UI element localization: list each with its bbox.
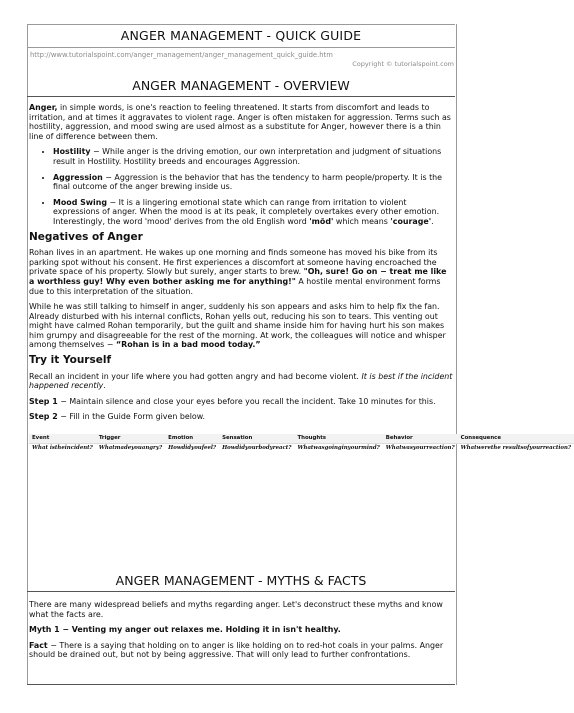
overview-section-title: ANGER MANAGEMENT - OVERVIEW [27, 76, 455, 97]
myths-intro: There are many widespread beliefs and myths regarding anger. Let's deconstruct these myths and know what the facts are. [29, 600, 443, 619]
guide-form-prompt: Howdidyourbodyreact? [222, 445, 292, 452]
myths-section-title: ANGER MANAGEMENT - MYTHS & FACTS [27, 571, 455, 592]
guide-form-prompt-row [29, 444, 574, 454]
definition-item: • Aggression − Aggression is the behavior that has the tendency to harm people/property. It is the final outcome of the anger brewing inside us. [53, 173, 454, 192]
myths-content [29, 600, 454, 666]
document-title: ANGER MANAGEMENT - QUICK GUIDE [27, 24, 455, 48]
step-1: Step 1 − Maintain silence and close your eyes before you recall the incident. Take 10 minutes for this. [29, 396, 436, 406]
guide-form-header: Trigger [96, 434, 165, 444]
overview-content [29, 103, 572, 453]
guide-form-header-row [29, 434, 574, 444]
definition-item: • Mood Swing − It is a lingering emotional state which can range from irritation to violent expressions of anger. When the mood is at its peak, it completely overtakes every other emotion. Interestingly, the word 'mood' derives from the old English word 'mȏd' which means 'courage'. [53, 198, 454, 227]
negatives-heading: Negatives of Anger [29, 230, 143, 243]
guide-form-header: Emotion [165, 434, 219, 444]
guide-form-prompt: Whatwerethe resultsofyourreaction? [460, 445, 572, 452]
copyright-notice: Copyright © tutorialspoint.com [352, 60, 454, 68]
guide-form-header: Event [29, 434, 96, 444]
definition-item: • Hostility − While anger is the driving emotion, our own interpretation and judgment of situations result in Hostility. Hostility breeds and encourages Aggression. [53, 147, 454, 166]
guide-form-header: Behavior [383, 434, 458, 444]
intro-term: Anger, [29, 103, 58, 112]
try-it-paragraph: Recall an incident in your life where you had gotten angry and had become violent. It is best if the incident happened recently. [29, 371, 453, 391]
source-url: http://www.tutorialspoint.com/anger_management/anger_management_quick_guide.htm [30, 51, 333, 59]
step-2: Step 2 − Fill in the Guide Form given below. [29, 412, 205, 422]
guide-form-header: Sensation [219, 434, 294, 444]
try-it-heading: Try it Yourself [29, 354, 112, 367]
myth-1: Myth 1 − Venting my anger out relaxes me. Holding it in isn't healthy. [29, 625, 341, 635]
guide-form-table [29, 434, 574, 453]
guide-form-prompt: Howdidyoufeel? [168, 445, 217, 452]
guide-form-header: Thoughts [294, 434, 382, 444]
guide-form-header: Consequence [458, 434, 574, 444]
guide-form-prompt: Whatwasgoinginyourmind? [297, 445, 380, 452]
intro-paragraph: Anger, in simple words, is one's reaction to feeling threatened. It starts from discomfort and leads to irritation, and at times it aggravates to violent rage. Anger is often mistaken for aggression. Terms such as hostility, aggression, and mood swing are used almost as a substitute for Anger, however there is a thin line of difference between them. [29, 103, 451, 141]
guide-form-prompt: Whatmadeyouangry? [98, 445, 163, 452]
guide-form-prompt: Whatwasyourreaction? [385, 445, 455, 452]
definitions-list [29, 147, 454, 226]
page-bottom-rule [27, 684, 455, 685]
guide-form-prompt: What istheincident? [32, 445, 93, 452]
negatives-paragraph-2: While he was still talking to himself in anger, suddenly his son appears and asks him to help fix the fan. Already disturbed with his internal conflicts, Rohan yells out, reducing his son to tears. This venting out might have calmed Rohan temporarily, but the guilt and shame inside him for having hurt his son makes him grumpy and disagreeable for the rest of the morning. At work, the colleagues will notice and whisper among themselves − “Rohan is in a bad mood today.” [29, 302, 446, 350]
fact-1: Fact − There is a saying that holding on to anger is like holding on to red-hot coals in your palms. Anger should be drained out, but not by being aggressive. That will only lead to further confrontations. [29, 640, 444, 660]
negatives-paragraph-1: Rohan lives in an apartment. He wakes up one morning and finds someone has moved his bike from its parking spot without his consent. He first experiences a discomfort at someone having encroached the private space of his property. Slowly but surely, anger starts to brew. "Oh, sure! Go on − treat me like a worthless guy! Why even bother asking me for anything!" A hostile mental environment forms due to this interpretation of the situation. [29, 248, 447, 296]
